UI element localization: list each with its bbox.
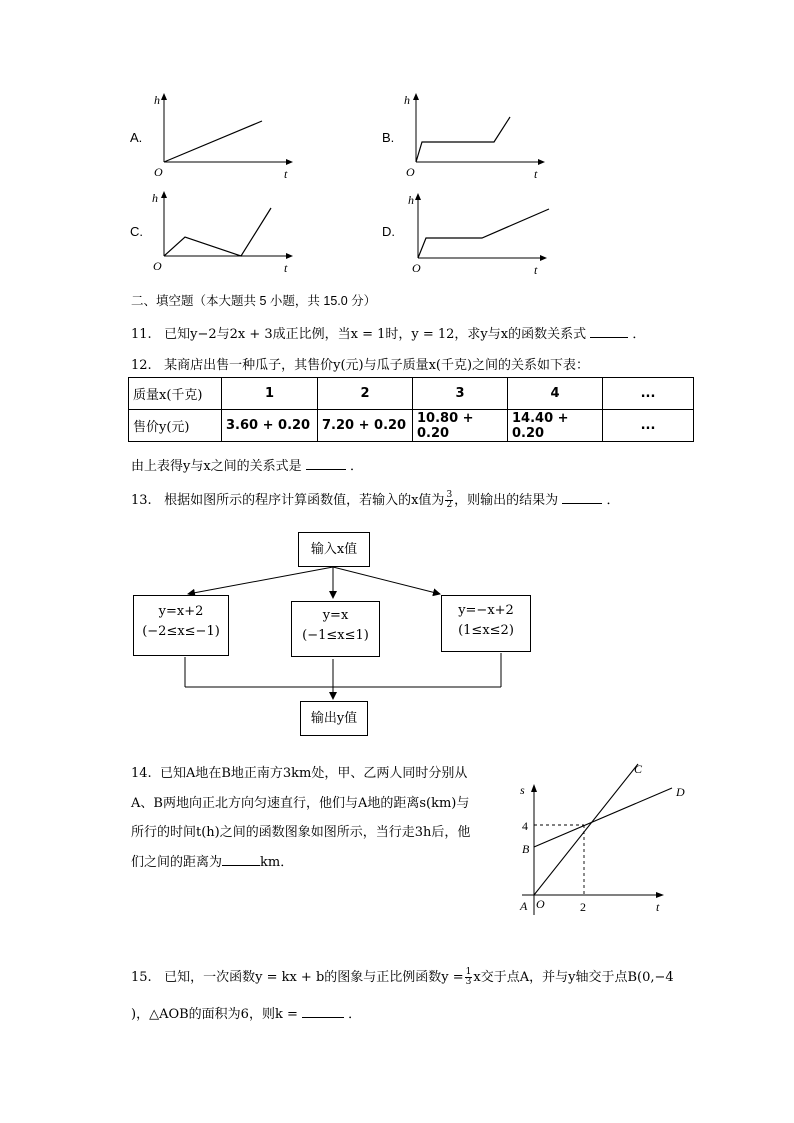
- option-a-origin: O: [154, 165, 163, 179]
- q14-line-4-post: km．: [260, 854, 294, 870]
- table-header-cell: 2: [318, 378, 413, 410]
- q14-point-a: A: [520, 899, 528, 913]
- q12-after-text: 由上表得y与x之间的关系式是: [131, 459, 302, 474]
- q14-tick-4: 4: [522, 819, 528, 833]
- q14-line-3: 所行的时间t(h)之间的函数图象如图所示，当行走3h后，他: [131, 825, 471, 840]
- option-a-axis-t: t: [284, 167, 288, 181]
- q14-axis-t: t: [656, 900, 660, 914]
- q11-end: ．: [632, 327, 646, 342]
- q15-fraction: $\frac{1}{3}$: [465, 967, 472, 987]
- q12-number: 12.: [131, 358, 152, 373]
- option-b-axis-t: t: [534, 167, 538, 181]
- option-b-origin: O: [406, 165, 415, 179]
- table-cell: 10.80 + 0.20: [413, 410, 508, 442]
- flow-box-1: [133, 595, 229, 656]
- table-cell: 售价y(元): [129, 410, 222, 442]
- option-d-origin: O: [412, 261, 421, 275]
- option-d-axis-h: h: [408, 193, 414, 207]
- q14-line-2: A、B两地向正北方向匀速直行，他们与A地的距离s(km)与: [131, 795, 470, 811]
- table-cell: ...: [603, 410, 694, 442]
- flow-output-label: 输出y值: [310, 711, 358, 726]
- q15-text-post: x交于点A，并与y轴交于点B(0,−4: [473, 970, 674, 985]
- q13-text-post: ，则输出的结果为: [454, 493, 559, 508]
- flow-box-3-range: (1≤x≤2): [458, 623, 514, 638]
- line-c: [534, 764, 638, 895]
- table-cell: 14.40 + 0.20: [508, 410, 603, 442]
- q14-line-d-label: D: [676, 785, 685, 799]
- flow-box-3: [441, 595, 531, 652]
- q14-line-1: 已知A地在B地正南方3km处，甲、乙两人同时分别从: [159, 766, 468, 781]
- section-title: 二、填空题（本大题共 5 小题，共 15.0 分）: [131, 294, 377, 308]
- q15-line-2-end: ．: [348, 1007, 362, 1022]
- option-c-axis-t: t: [284, 261, 288, 275]
- table-cell: 7.20 + 0.20: [318, 410, 413, 442]
- q15-answer-blank[interactable]: [302, 1005, 344, 1018]
- flow-output-box: [300, 701, 368, 736]
- question-15: [131, 966, 674, 987]
- q15-number: 15.: [131, 970, 152, 985]
- q15-text-pre: 已知，一次函数y = kx + b的图象与正比例函数y =: [164, 970, 464, 985]
- q12-text: 某商店出售一种瓜子，其售价y(元)与瓜子质量x(千克)之间的关系如下表：: [164, 358, 590, 373]
- q14-answer-blank[interactable]: [222, 853, 260, 866]
- option-b-letter: B.: [382, 130, 395, 145]
- q14-point-b: B: [522, 842, 530, 856]
- q15-line-2-pre: )，△AOB的面积为6，则k =: [131, 1007, 298, 1022]
- flow-input-box: [298, 532, 370, 567]
- q14-origin: O: [536, 897, 545, 911]
- q14-number: 14.: [131, 766, 152, 781]
- table-header-cell: 1: [222, 378, 318, 410]
- q14-line-c-label: C: [634, 762, 643, 776]
- q13-text-pre: 根据如图所示的程序计算函数值，若输入的x值为: [164, 493, 445, 508]
- q15-line-2: [131, 1003, 361, 1022]
- table-header-cell: ...: [603, 378, 694, 410]
- flow-box-2-range: (−1≤x≤1): [302, 628, 369, 643]
- option-a-axis-h: h: [154, 93, 160, 107]
- flow-box-2-formula: y=x: [322, 608, 349, 623]
- flow-box-3-formula: y=−x+2: [458, 603, 514, 618]
- q14-line-4-pre: 们之间的距离为: [131, 854, 223, 870]
- table-header-cell: 3: [413, 378, 508, 410]
- option-a-letter: A.: [130, 130, 143, 145]
- option-b-axis-h: h: [404, 93, 410, 107]
- q14-tick-2: 2: [580, 900, 586, 914]
- q14-axis-s: s: [520, 783, 525, 797]
- flow-input-label: 输入x值: [310, 542, 358, 557]
- option-c-letter: C.: [130, 224, 143, 239]
- q11-text: 已知y−2与2x + 3成正比例，当x = 1时，y = 12，求y与x的函数关系式: [164, 327, 587, 342]
- table-cell: 3.60 + 0.20: [222, 410, 318, 442]
- flow-box-1-formula: y=x+2: [158, 604, 204, 619]
- q14-graph: [500, 758, 700, 918]
- q12-end: ．: [349, 459, 363, 474]
- q11-number: 11.: [131, 327, 152, 342]
- flow-box-2: [291, 601, 380, 657]
- option-c-axis-h: h: [152, 191, 158, 205]
- flow-box-1-range: (−2≤x≤−1): [142, 624, 220, 639]
- q13-end: ．: [606, 493, 620, 508]
- table-header-cell: 4: [508, 378, 603, 410]
- q13-number: 13.: [131, 493, 152, 508]
- q13-fraction: $\frac{3}{2}$: [446, 490, 453, 510]
- question-14: [131, 759, 470, 877]
- table-header-cell: 质量x(千克): [129, 378, 222, 410]
- line-d: [534, 788, 672, 847]
- option-d-axis-t: t: [534, 263, 538, 277]
- option-d-letter: D.: [382, 224, 395, 239]
- option-c-origin: O: [153, 259, 162, 273]
